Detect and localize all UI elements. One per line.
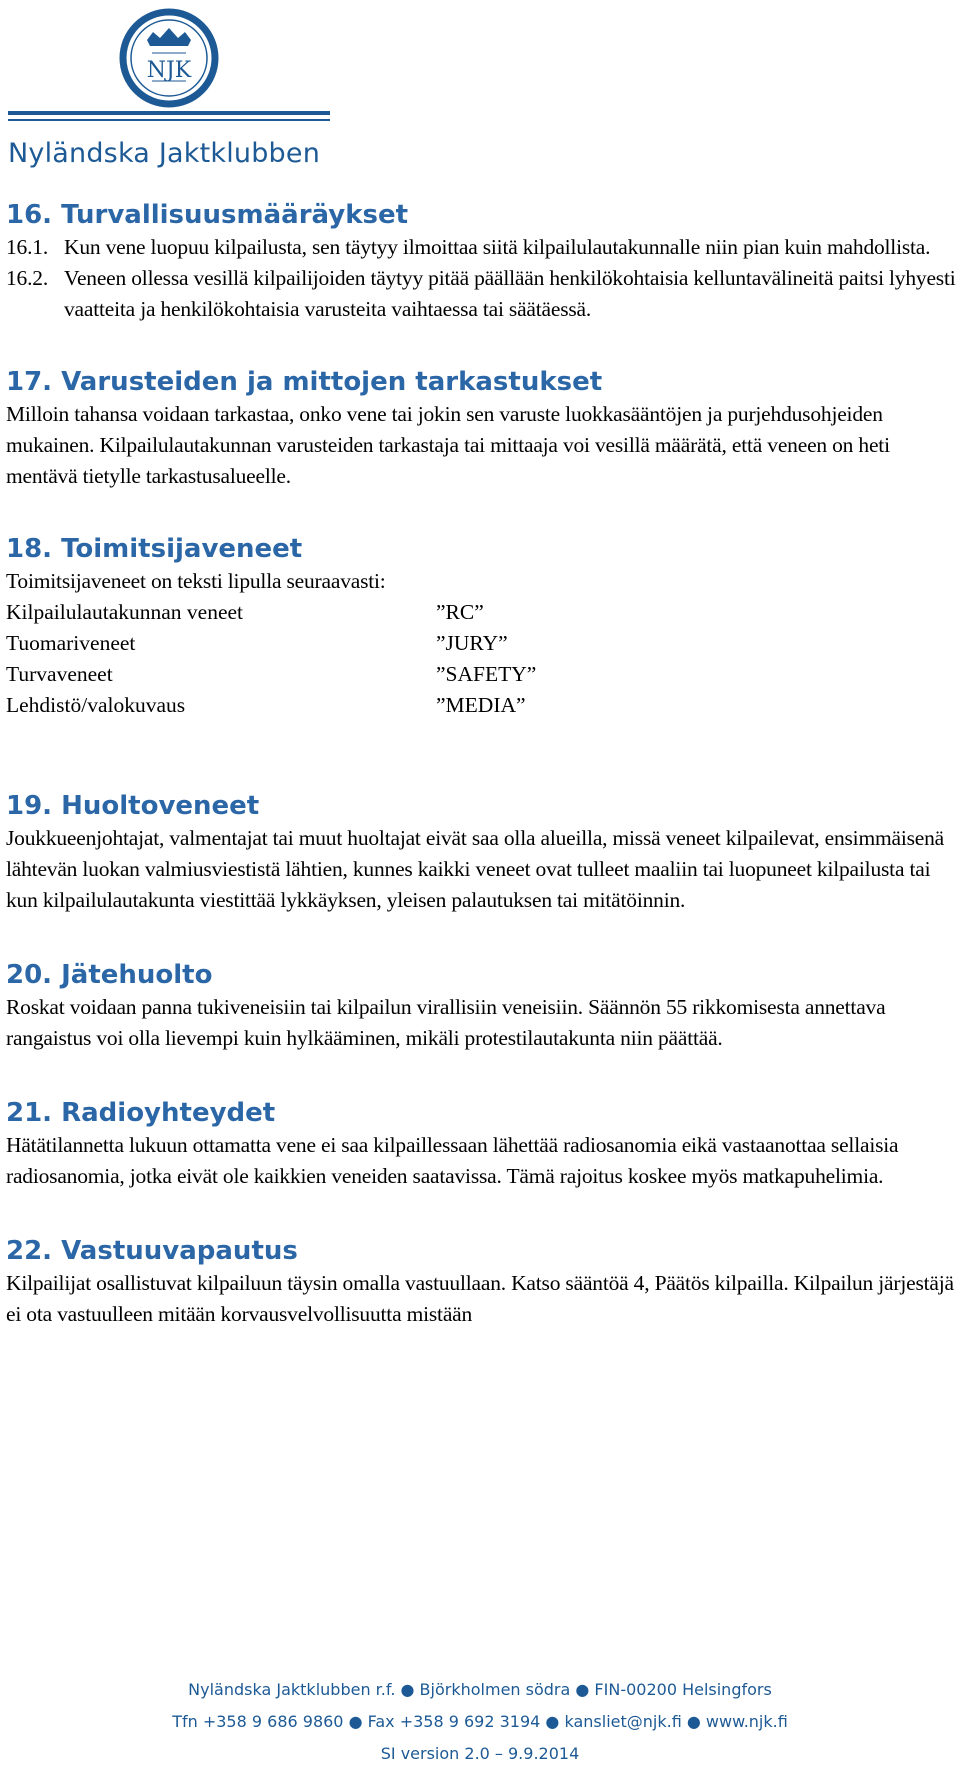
section-20 bbox=[6, 958, 956, 1054]
footer-address: Nyländska Jaktklubben r.f. ● Björkholmen södra ● FIN-00200 Helsingfors bbox=[188, 1680, 772, 1699]
flag-text: ”JURY” bbox=[436, 631, 508, 655]
item-number: 16.1. bbox=[6, 235, 49, 259]
document-body bbox=[6, 198, 956, 1330]
section-text: Roskat voidaan panna tukiveneisiin tai kilpailun virallisiin veneisiin. Säännön 55 rikkomisesta annettava rangaistus voi olla lievempi kuin hylkääminen, mikäli protestilautakunta niin päättää. bbox=[6, 995, 886, 1050]
flag-text: ”MEDIA” bbox=[436, 693, 526, 717]
section-heading: 17. Varusteiden ja mittojen tarkastukset bbox=[6, 367, 603, 397]
flag-row bbox=[6, 690, 646, 721]
flag-row bbox=[6, 597, 646, 628]
section-18 bbox=[6, 532, 956, 721]
item-text: Kun vene luopuu kilpailusta, sen täytyy ilmoittaa siitä kilpailulautakunnalle niin pian kuin mahdollista. bbox=[64, 235, 931, 259]
section-21 bbox=[6, 1096, 956, 1192]
item-number: 16.2. bbox=[6, 266, 49, 290]
flag-table bbox=[6, 597, 646, 721]
flag-row bbox=[6, 628, 646, 659]
boat-type: Tuomariveneet bbox=[6, 631, 136, 655]
club-logo bbox=[0, 0, 340, 180]
section-text: Joukkueenjohtajat, valmentajat tai muut huoltajat eivät saa olla alueilla, missä veneet kilpailevat, ensimmäisenä lähtevän luokan valmiusviestistä lähtien, kunnes kaikki veneet ovat tulleet maaliin tai luopuneet kilpailusta tai kun kilpailulautakunta viestittää lykkäyksen, yleisen palautuksen tai mitätöinnin. bbox=[6, 826, 945, 912]
item-text: Veneen ollessa vesillä kilpailijoiden täytyy pitää päällään henkilökohtaisia kelluntavälineitä paitsi lyhyesti vaatteita ja henkilökohtaisia varusteita vaihtaessa tai säätäessä. bbox=[64, 266, 956, 321]
section-heading: 22. Vastuuvapautus bbox=[6, 1236, 298, 1266]
section-17 bbox=[6, 365, 956, 492]
list-item bbox=[6, 232, 956, 263]
flag-text: ”SAFETY” bbox=[436, 662, 537, 686]
footer-contact: Tfn +358 9 686 9860 ● Fax +358 9 692 3194 ● kansliet@njk.fi ● www.njk.fi bbox=[172, 1712, 788, 1731]
boat-type: Kilpailulautakunnan veneet bbox=[6, 600, 244, 624]
section-heading: 16. Turvallisuusmääräykset bbox=[6, 200, 409, 230]
section-16 bbox=[6, 198, 956, 325]
section-text: Milloin tahansa voidaan tarkastaa, onko vene tai jokin sen varuste luokkasääntöjen ja purjehdusohjeiden mukainen. Kilpailulautakunnan varusteiden tarkastaja tai mittaaja voi vesillä määrätä, että veneen on heti mentävä tietylle tarkastusalueelle. bbox=[6, 402, 890, 488]
flag-text: ”RC” bbox=[436, 600, 484, 624]
section-heading: 19. Huoltoveneet bbox=[6, 791, 260, 821]
section-heading: 21. Radioyhteydet bbox=[6, 1098, 276, 1128]
section-22 bbox=[6, 1234, 956, 1330]
section-text: Kilpailijat osallistuvat kilpailuun täysin omalla vastuullaan. Katso sääntöä 4, Päätös kilpailla. Kilpailun järjestäjä ei ota vastuulleen mitään korvausvelvollisuutta mistään bbox=[6, 1271, 954, 1326]
boat-type: Turvaveneet bbox=[6, 662, 113, 686]
section-text: Toimitsijaveneet on teksti lipulla seuraavasti: bbox=[6, 569, 386, 593]
boat-type: Lehdistö/valokuvaus bbox=[6, 693, 186, 717]
list-item bbox=[6, 263, 956, 325]
section-heading: 18. Toimitsijaveneet bbox=[6, 534, 303, 564]
flag-row bbox=[6, 659, 646, 690]
section-heading: 20. Jätehuolto bbox=[6, 960, 213, 990]
org-name: Nyländska Jaktklubben bbox=[8, 138, 321, 169]
footer-version: SI version 2.0 – 9.9.2014 bbox=[380, 1744, 580, 1763]
logo-monogram: NJK bbox=[146, 58, 192, 83]
section-19 bbox=[6, 789, 956, 916]
section-text: Hätätilannetta lukuun ottamatta vene ei saa kilpaillessaan lähettää radiosanomia eikä vastaanottaa sellaisia radiosanomia, jotka eivät ole kaikkien veneiden saatavissa. Tämä rajoitus koskee myös matkapuhelimia. bbox=[6, 1133, 899, 1188]
